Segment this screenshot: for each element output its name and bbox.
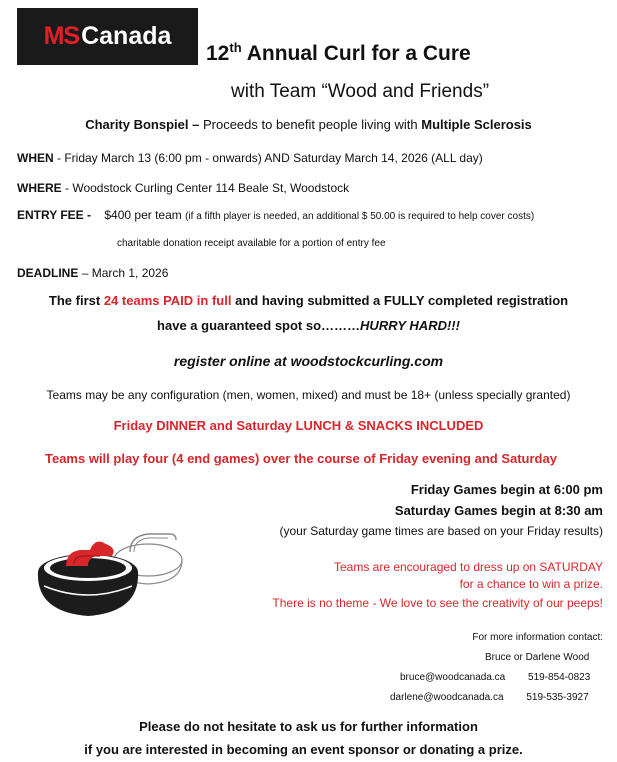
priority-line-1 bbox=[0, 293, 617, 308]
charity-cause: Multiple Sclerosis bbox=[421, 117, 532, 132]
title-number: 12 bbox=[206, 42, 230, 65]
deadline-label: DEADLINE bbox=[17, 266, 79, 280]
charity-line bbox=[0, 117, 617, 132]
where-line bbox=[17, 181, 349, 195]
priority-line2: have a guaranteed spot so……… bbox=[157, 318, 361, 333]
when-label: WHEN bbox=[17, 151, 54, 165]
closing-line-2: if you are interested in becoming an event sponsor or donating a prize. bbox=[84, 742, 523, 757]
where-text: - Woodstock Curling Center 114 Beale St, Woodstock bbox=[65, 181, 350, 195]
title-main: Annual Curl for a Cure bbox=[246, 42, 471, 65]
priority-highlight: 24 teams PAID in full bbox=[103, 293, 232, 308]
priority-part1: The first bbox=[48, 293, 101, 308]
title-ordinal: th bbox=[229, 40, 242, 55]
logo-canada-text: Canada bbox=[81, 22, 172, 50]
charity-lead: Charity Bonspiel – bbox=[85, 117, 200, 132]
page-subtitle: with Team “Wood and Friends” bbox=[231, 81, 490, 102]
games-format: Teams will play four (4 end games) over the course of Friday evening and Saturday bbox=[45, 451, 557, 466]
teams-config: Teams may be any configuration (men, women, mixed) and must be 18+ (unless specially granted) bbox=[46, 388, 571, 402]
schedule-note: (your Saturday game times are based on your Friday results) bbox=[279, 524, 603, 538]
where-label: WHERE bbox=[17, 181, 62, 195]
contact-email[interactable]: bruce@woodcanada.ca bbox=[400, 672, 506, 683]
closing-line-1: Please do not hesitate to ask us for further information bbox=[139, 719, 478, 734]
dress-up-line-3: There is no theme - We love to see the creativity of our peeps! bbox=[272, 596, 603, 610]
deadline-text: – March 1, 2026 bbox=[81, 266, 169, 280]
entry-fee-note: (if a fifth player is needed, an additional $ 50.00 is required to help cover costs) bbox=[185, 211, 535, 222]
ms-canada-logo bbox=[17, 8, 198, 65]
schedule-friday: Friday Games begin at 6:00 pm bbox=[410, 482, 603, 497]
register-online: register online at woodstockcurling.com bbox=[173, 353, 444, 369]
entry-fee-amount: $400 per team bbox=[104, 208, 182, 222]
contact-phone: 519-854-0823 bbox=[528, 672, 591, 683]
when-text: - Friday March 13 (6:00 pm - onwards) AND Saturday March 14, 2026 (ALL day) bbox=[57, 151, 483, 165]
contact-heading: For more information contact: bbox=[472, 632, 603, 643]
dress-up-line-2: for a chance to win a prize. bbox=[459, 577, 603, 591]
dress-up-line-1: Teams are encouraged to dress up on SATURDAY bbox=[333, 560, 603, 574]
charity-middle: Proceeds to benefit people living with bbox=[202, 117, 418, 132]
contact-phone: 519-535-3927 bbox=[526, 692, 589, 703]
contact-names: Bruce or Darlene Wood bbox=[485, 652, 590, 663]
contact-row bbox=[390, 692, 589, 703]
contact-email[interactable]: darlene@woodcanada.ca bbox=[390, 692, 504, 703]
deadline-line bbox=[17, 266, 168, 280]
entry-fee-line bbox=[17, 208, 534, 222]
priority-part2: and having submitted a FULLY completed registration bbox=[235, 293, 569, 308]
entry-fee-label: ENTRY FEE - bbox=[17, 208, 92, 222]
priority-line-2 bbox=[0, 318, 617, 333]
page-title bbox=[206, 40, 471, 66]
curling-stone-icon bbox=[30, 512, 190, 627]
when-line bbox=[17, 151, 483, 165]
schedule-saturday: Saturday Games begin at 8:30 am bbox=[394, 503, 603, 518]
priority-hurry: HURRY HARD!!! bbox=[360, 318, 460, 333]
entry-fee-receipt: charitable donation receipt available for a portion of entry fee bbox=[117, 238, 386, 249]
meals-included: Friday DINNER and Saturday LUNCH & SNACKS INCLUDED bbox=[113, 418, 484, 433]
contact-row bbox=[400, 672, 590, 683]
logo-ms-text: MS bbox=[43, 22, 80, 50]
